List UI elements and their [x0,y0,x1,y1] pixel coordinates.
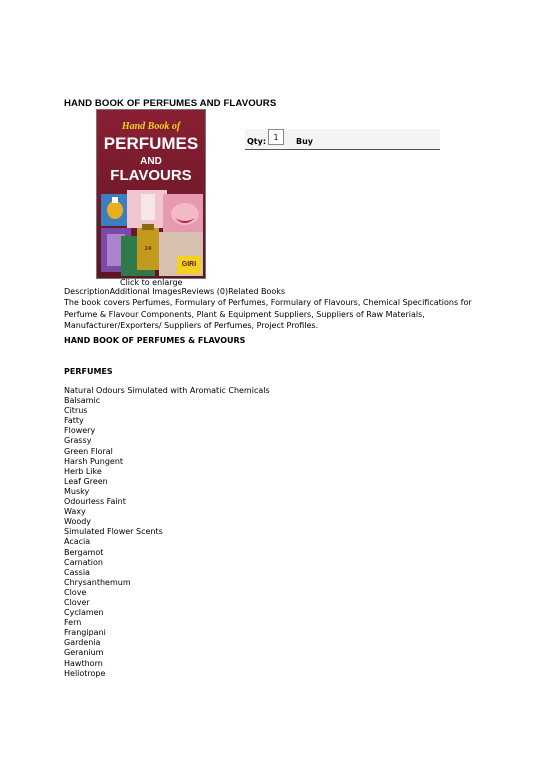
list-item: Acacia [64,537,91,547]
list-item: Chrysanthemum [64,577,131,587]
tab-reviews[interactable]: Reviews (0) [181,287,229,296]
tab-description[interactable]: Description [64,287,110,296]
subsection-title: PERFUMES [64,367,113,376]
qty-label: Qty: [247,137,267,146]
list-item: Citrus [64,406,88,416]
list-item: Carnation [64,557,103,567]
list-item: Leaf Green [64,476,108,486]
cover-publisher: GIRI [181,261,197,268]
cover-line1: Hand Book of [121,121,181,132]
list-item: Cassia [64,567,90,577]
list-item: Heliotrope [64,668,106,678]
cover-line4: FLAVOURS [110,167,192,184]
qty-input[interactable] [268,129,284,145]
section-title: HAND BOOK OF PERFUMES & FLAVOURS [64,336,246,345]
cover-line3: AND [140,156,162,167]
list-item: Geranium [64,648,104,658]
tab-additional-images[interactable]: Additional Images [109,287,182,296]
list-item: Balsamic [64,396,101,406]
list-item: Bergamot [64,547,104,557]
list-item: Clover [64,597,90,607]
buy-button[interactable]: Buy [296,137,314,146]
cover-line2: PERFUMES [103,134,199,153]
tab-related-books[interactable]: Related Books [228,287,286,296]
list-item: Flowery [64,426,96,436]
list-item: Natural Odours Simulated with Aromatic Chemicals [64,386,270,395]
list-item: Fatty [64,416,84,426]
list-item: Fern [64,618,82,628]
buy-box [245,129,440,150]
list-item: Odourless Faint [64,497,126,507]
book-cover-art [97,110,205,278]
list-item: Clove [64,587,87,597]
list-item: Frangipani [64,628,106,638]
tab-bar [64,287,285,296]
enlarge-caption[interactable]: Click to enlarge [120,278,183,287]
svg-text:24: 24 [144,246,152,252]
contents-list [64,386,270,679]
list-item: Waxy [64,507,86,517]
list-item: Herb Like [64,466,102,476]
list-item: Gardenia [64,638,101,648]
list-item: Cyclamen [64,608,104,618]
description-text: The book covers Perfumes, Formulary of Perfumes, Formulary of Flavours, Chemical Specifications for Perfume & Flavour Components, Plant & Equipment Suppliers, Suppliers of Raw Materials, Manufacturer/Exporters/ Suppliers of Perfumes, Project Profiles. [64,298,472,330]
list-item: Musky [64,486,90,496]
list-item: Harsh Pungent [64,456,124,466]
book-cover-image[interactable] [96,109,206,279]
list-item: Hawthorn [64,658,103,668]
list-item: Green Floral [64,446,113,456]
list-item: Grassy [64,436,92,446]
list-item: Woody [64,517,92,527]
page-title: HAND BOOK OF PERFUMES AND FLAVOURS [64,98,277,109]
list-item: Simulated Flower Scents [64,527,163,537]
